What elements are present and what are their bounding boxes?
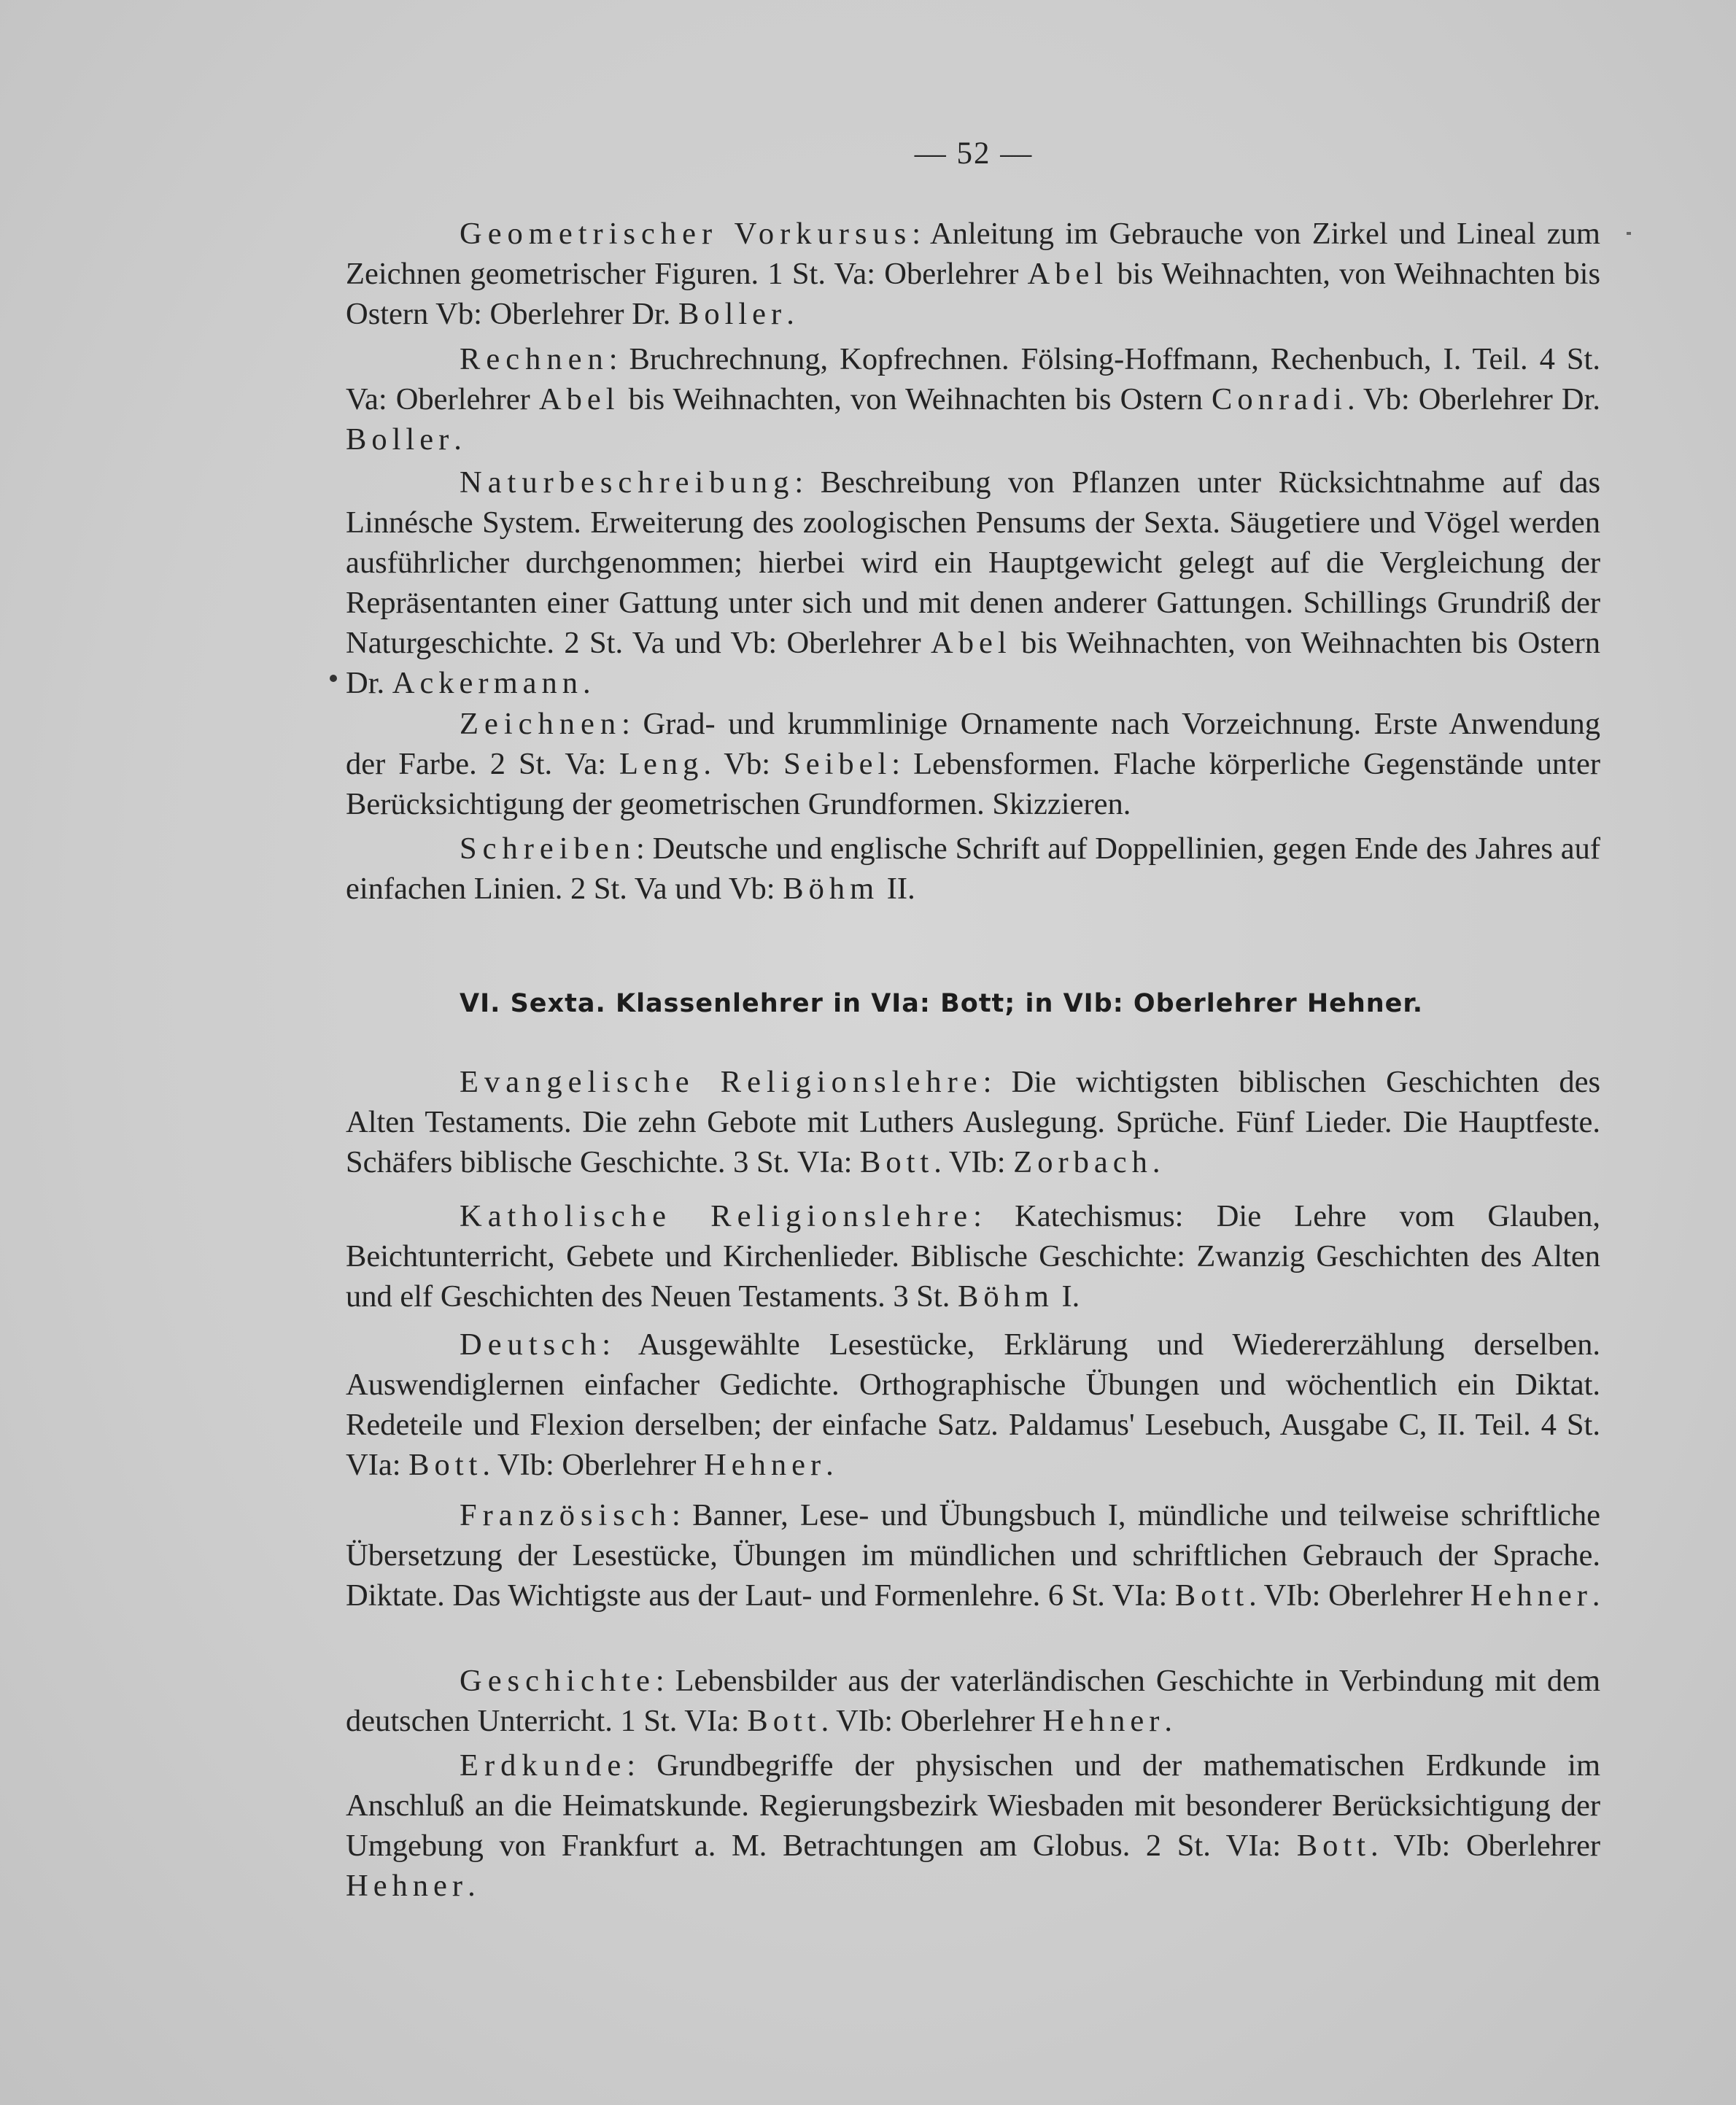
subject-text: : Deutsche und englische Schrift auf Doppellinien, gegen Ende des Jahres auf einfachen Linien. 2 St. Va und Vb: — [346, 831, 1600, 906]
subject-term: Evangelische Religionslehre — [460, 1065, 983, 1099]
subject-text: bis Weihnachten, von Weihnachten bis Ostern — [619, 382, 1212, 416]
subject-text: . VIb: — [934, 1145, 1014, 1179]
teacher-name: Böhm — [957, 1279, 1054, 1314]
subject-text: . Vb: — [703, 747, 784, 781]
subject-term: Katholische Religionslehre — [460, 1199, 974, 1233]
teacher-name: Bott — [408, 1448, 483, 1482]
subject-text: : Banner, Lese- und Übungsbuch I, mündliche und teilweise schriftliche Übersetzung der Lesestücke, Übungen im mündlichen und schriftlichen Gebrauch der Sprache. Diktate. Das Wichtigste aus der Laut- und Formenlehre. 6 St. VIa: — [346, 1498, 1600, 1613]
teacher-name: Bott — [747, 1704, 821, 1738]
subject-text: . — [786, 297, 794, 331]
subject-term: Rechnen — [460, 342, 609, 376]
teacher-name: Bott — [860, 1145, 934, 1179]
teacher-name: Hehner — [704, 1448, 826, 1482]
subject-text: . VIb: Oberlehrer — [1371, 1829, 1600, 1863]
subject-paragraph-naturbeschreibung — [346, 462, 1600, 703]
teacher-name: Seibel — [783, 747, 892, 781]
subject-text: bis Weihnachten, von Weihnachten bis Ostern Vb: Oberlehrer Dr. — [346, 257, 1601, 331]
subject-paragraph-franzoesisch — [346, 1495, 1600, 1616]
teacher-name: Hehner — [346, 1869, 468, 1903]
subject-term: Geschichte — [460, 1664, 656, 1698]
subject-text: : Bruchrechnung, Kopfrechnen. Fölsing-Hoffmann, Rechenbuch, I. Teil. 4 St. Va: Oberlehrer — [346, 342, 1600, 416]
subject-text: : Ausgewählte Lesestücke, Erklärung und Wiedererzählung derselben. Auswendiglernen einfacher Gedichte. Orthographische Übungen und wöchentlich ein Diktat. Redeteile und Flexion derselben; der einfache Satz. Paldamus' Lesebuch, Ausgabe C, II. Teil. 4 St. VIa: — [346, 1327, 1600, 1482]
teacher-name: Leng — [619, 747, 704, 781]
subject-text: . — [1164, 1704, 1173, 1738]
subject-text: : Grad- und krummlinige Ornamente nach Vorzeichnung. Erste Anwendung der Farbe. 2 St. Va: — [346, 707, 1600, 781]
subject-text: : Die wichtigsten biblischen Geschichten des Alten Testaments. Die zehn Gebote mit Luthers Auslegung. Sprüche. Fünf Lieder. Die Hauptfeste. Schäfers biblische Geschichte. 3 St. VIa: — [346, 1065, 1600, 1179]
subject-text: : Lebensformen. Flache körperliche Gegenstände unter Berücksichtigung der geometrischen Grundformen. Skizzieren. — [346, 747, 1600, 821]
subject-paragraph-katholische-religionslehre — [346, 1196, 1600, 1317]
subject-paragraph-schreiben — [346, 829, 1600, 909]
subject-text: II. — [879, 872, 915, 906]
subject-term: Zeichnen — [460, 707, 622, 741]
subject-text: . VIb: Oberlehrer — [821, 1704, 1043, 1738]
teacher-name: Boller — [346, 422, 454, 457]
subject-paragraph-deutsch — [346, 1325, 1600, 1485]
subject-text: . — [1592, 1578, 1600, 1613]
section-heading-sexta: VI. Sexta. Klassenlehrer in VIa: Bott; in VIb: Oberlehrer Hehner. — [460, 989, 1423, 1018]
subject-term: Deutsch — [460, 1327, 602, 1362]
subject-text: . — [583, 666, 591, 700]
subject-term: Schreiben — [460, 831, 636, 866]
subject-text: . — [1152, 1145, 1160, 1179]
teacher-name: Boller — [678, 297, 787, 331]
teacher-name: Zorbach — [1013, 1145, 1152, 1179]
subject-text: : Beschreibung von Pflanzen unter Rücksichtnahme auf das Linnésche System. Erweiterung des zoologischen Pensums der Sexta. Säugetiere und Vögel werden ausführlicher durchgenommen; hierbei wird ein Hauptgewicht gelegt auf die Vergleichung der Repräsentanten einer Gattung unter sich und mit denen anderer Gattungen. Schillings Grundriß der Naturgeschichte. 2 St. Va und Vb: Oberlehrer — [346, 465, 1600, 660]
subject-text: I. — [1053, 1279, 1080, 1314]
subject-text: . Vb: Oberlehrer Dr. — [1346, 382, 1601, 416]
subject-text: . VIb: Oberlehrer — [1249, 1578, 1470, 1613]
stray-mark — [1627, 232, 1631, 235]
subject-text: : Grundbegriffe der physischen und der mathematischen Erdkunde im Anschluß an die Heimatskunde. Regierungsbezirk Wiesbaden mit besonderer Berücksichtigung der Umgebung von Frankfurt a. M. Betrachtungen am Globus. 2 St. VIa: — [346, 1748, 1600, 1863]
subject-text: bis Weihnachten, von Weihnachten bis Ostern Dr. — [346, 626, 1600, 700]
margin-dot — [330, 675, 337, 682]
subject-paragraph-geschichte — [346, 1661, 1600, 1741]
page-number: — 52 — — [914, 136, 1034, 171]
teacher-name: Hehner — [1470, 1578, 1592, 1613]
subject-term: Französisch — [460, 1498, 673, 1532]
subject-text: : Katechismus: Die Lehre vom Glauben, Beichtunterricht, Gebete und Kirchenlieder. Biblische Geschichte: Zwanzig Geschichten des Alten und elf Geschichten des Neuen Testaments. 3 St. — [346, 1199, 1601, 1314]
subject-term: Erdkunde — [460, 1748, 627, 1783]
teacher-name: Böhm — [783, 872, 880, 906]
subject-term: Naturbeschreibung — [460, 465, 795, 500]
subject-paragraph-erdkunde — [346, 1745, 1600, 1906]
subject-text: . — [468, 1869, 476, 1903]
subject-text: : Anleitung im Gebrauche von Zirkel und Lineal zum Zeichnen geometrischer Figuren. 1 St. Va: Oberlehrer — [346, 217, 1600, 291]
subject-paragraph-rechnen — [346, 339, 1600, 460]
teacher-name: Hehner — [1042, 1704, 1165, 1738]
subject-text: . — [826, 1448, 834, 1482]
teacher-name: Ackermann — [392, 666, 583, 700]
teacher-name: Bott — [1174, 1578, 1249, 1613]
teacher-name: Abel — [931, 626, 1012, 660]
subject-text: : Lebensbilder aus der vaterländischen Geschichte in Verbindung mit dem deutschen Unterricht. 1 St. VIa: — [346, 1664, 1600, 1738]
teacher-name: Conradi — [1212, 382, 1347, 416]
subject-term: Geometrischer Vorkursus — [460, 217, 912, 251]
teacher-name: Abel — [1027, 257, 1109, 291]
subject-text: . VIb: Oberlehrer — [482, 1448, 705, 1482]
subject-paragraph-evangelische-religionslehre — [346, 1062, 1600, 1182]
teacher-name: Bott — [1296, 1829, 1371, 1863]
subject-paragraph-geometrischer-vorkursus — [346, 214, 1600, 334]
subject-text: . — [454, 422, 462, 457]
teacher-name: Abel — [538, 382, 620, 416]
subject-paragraph-zeichnen — [346, 704, 1600, 824]
